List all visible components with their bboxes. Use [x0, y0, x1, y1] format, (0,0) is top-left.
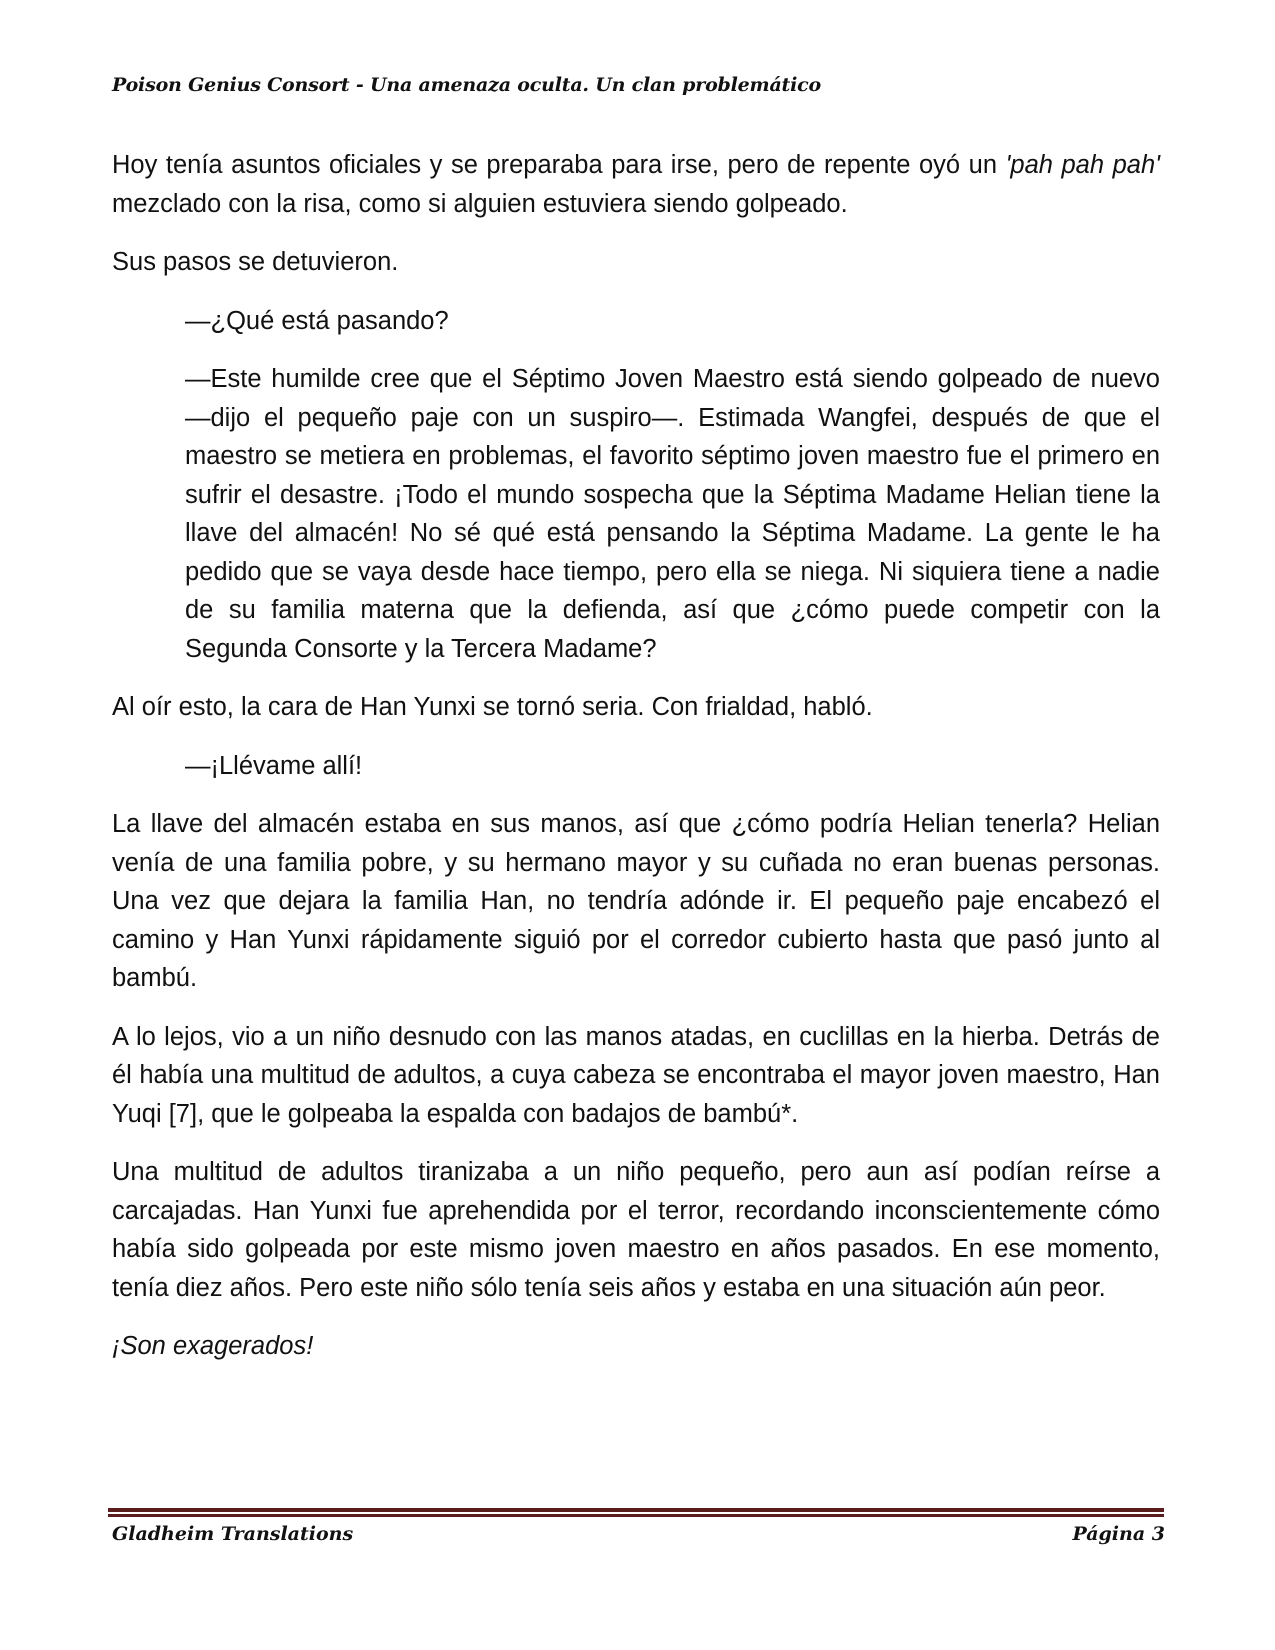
paragraph	[112, 146, 1160, 223]
dialogue-paragraph: —Este humilde cree que el Séptimo Joven Maestro está siendo golpeado de nuevo —dijo el pequeño paje con un suspiro—. Estimada Wangfei, después de que el maestro se metiera en problemas, el favorito séptimo joven maestro fue el primero en sufrir el desastre. ¡Todo el mundo sospecha que la Séptima Madame Helian tiene la llave del almacén! No sé qué está pensando la Séptima Madame. La gente le ha pedido que se vaya desde hace tiempo, pero ella se niega. Ni siquiera tiene a nadie de su familia materna que la defienda, así que ¿cómo puede competir con la Segunda Consorte y la Tercera Madame?	[185, 365, 1160, 663]
paragraph-italic-text: 'pah pah pah'	[1005, 151, 1160, 179]
paragraph: Al oír esto, la cara de Han Yunxi se tornó seria. Con frialdad, habló.	[112, 693, 873, 721]
paragraph-text: mezclado con la risa, como si alguien estuviera siendo golpeado.	[112, 189, 848, 218]
dialogue-paragraph: —¿Qué está pasando?	[185, 306, 449, 335]
page-header-title: Poison Genius Consort - Una amenaza oculta. Un clan problemático	[112, 74, 821, 96]
italic-paragraph: ¡Son exagerados!	[112, 1332, 314, 1360]
paragraph: La llave del almacén estaba en sus manos, así que ¿cómo podría Helian tenerla? Helian venía de una familia pobre, y su hermano mayor y su cuñada no eran buenas personas. Una vez que dejara la familia Han, no tendría adónde ir. El pequeño paje encabezó el camino y Han Yunxi rápidamente siguió por el corredor cubierto hasta que pasó junto al bambú.	[112, 810, 1160, 992]
dialogue-paragraph: —¡Llévame allí!	[185, 751, 363, 780]
footer-page-number: Página 3	[1072, 1523, 1165, 1545]
paragraph-text: Hoy tenía asuntos oficiales y se preparaba para irse, pero de repente oyó un	[112, 151, 1006, 179]
paragraph: Sus pasos se detuvieron.	[112, 248, 399, 276]
footer-publisher: Gladheim Translations	[112, 1523, 354, 1545]
document-body	[112, 146, 1160, 1386]
paragraph: Una multitud de adultos tiranizaba a un niño pequeño, pero aun así podían reírse a carcajadas. Han Yunxi fue aprehendida por el terror, recordando inconscientemente cómo había sido golpeada por este mismo joven maestro en años pasados. En ese momento, tenía diez años. Pero este niño sólo tenía seis años y estaba en una situación aún peor.	[112, 1158, 1160, 1302]
paragraph: A lo lejos, vio a un niño desnudo con las manos atadas, en cuclillas en la hierba. Detrás de él había una multitud de adultos, a cuya cabeza se encontraba el mayor joven maestro, Han Yuqi [7], que le golpeaba la espalda con badajos de bambú*.	[112, 1022, 1160, 1128]
footer-divider	[108, 1508, 1164, 1517]
